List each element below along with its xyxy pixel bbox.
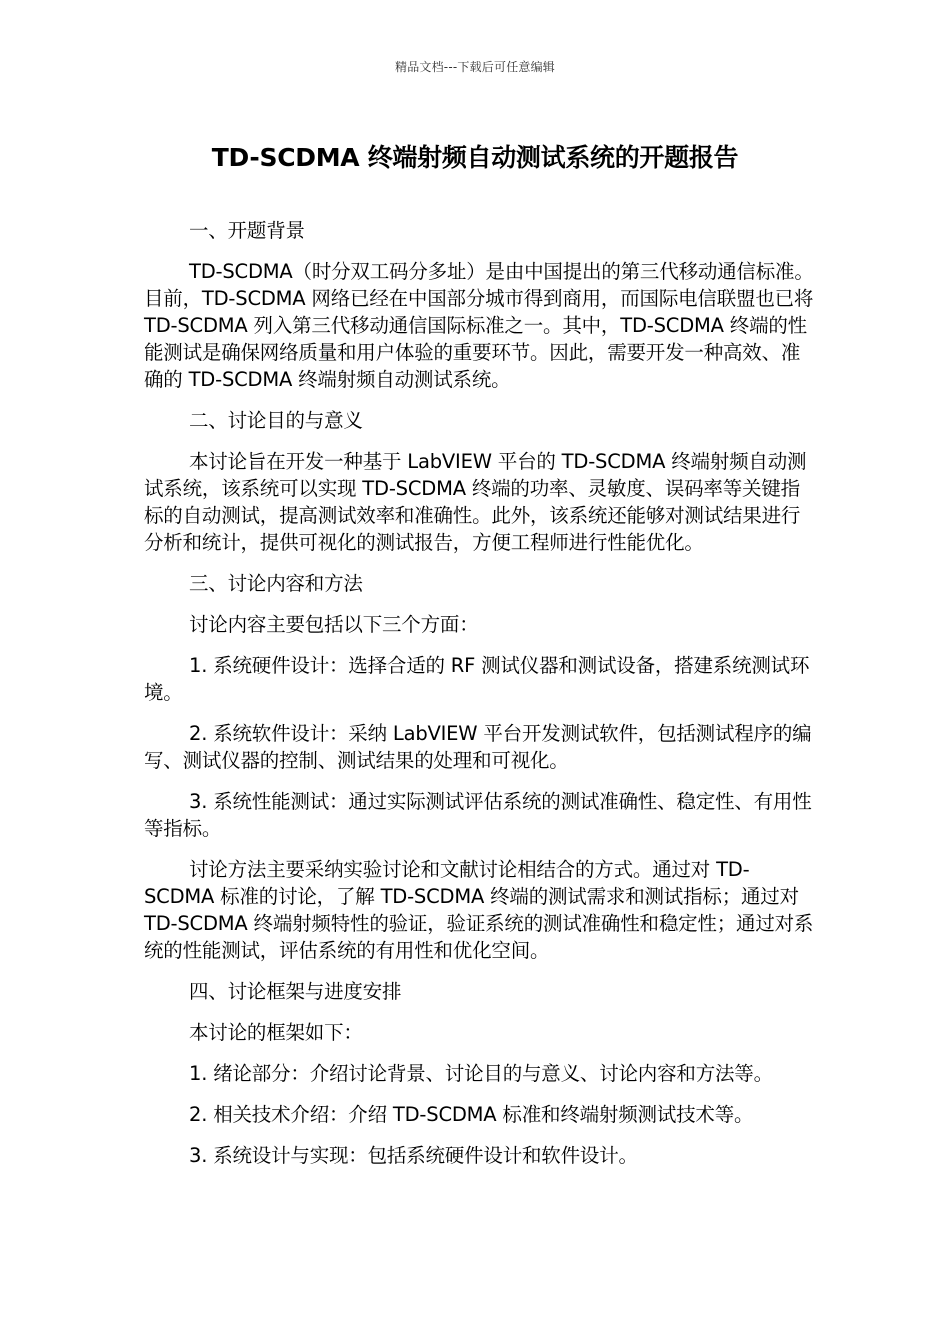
list-item-system-design: 3. 系统设计与实现：包括系统硬件设计和软件设计。 [189,1144,638,1167]
paragraph-background: TD-SCDMA（时分双工码分多址）是由中国提出的第三代移动通信标准。目前，TD-SCDMA 网络已经在中国部分城市得到商用，而国际电信联盟也已将 TD-SCDMA 列入第三代移动通信国际标准之一。其中，TD-SCDMA 终端的性能测试是确保网络质量和用户体验的重要环节。因此，需要开发一种高效、准确的 TD-SCDMA 终端射频自动测试系统。 [144,260,814,391]
section-heading-purpose: 二、讨论目的与意义 [189,409,363,432]
list-item-related-tech: 2. 相关技术介绍：介绍 TD-SCDMA 标准和终端射频测试技术等。 [189,1103,754,1126]
section-heading-framework: 四、讨论框架与进度安排 [189,980,402,1003]
list-item-introduction: 1. 绪论部分：介绍讨论背景、讨论目的与意义、讨论内容和方法等。 [189,1062,773,1085]
document-title: TD-SCDMA 终端射频自动测试系统的开题报告 [211,143,739,172]
header-note: 精品文档---下载后可任意编辑 [395,60,555,74]
document-body [144,217,816,1183]
paragraph-purpose: 本讨论旨在开发一种基于 LabVIEW 平台的 TD-SCDMA 终端射频自动测试系统，该系统可以实现 TD-SCDMA 终端的功率、灵敏度、误码率等关键指标的自动测试，提高测试效率和准确性。此外，该系统还能够对测试结果进行分析和统计，提供可视化的测试报告，方便工程师进行性能优化。 [144,450,807,554]
paragraph-framework-intro: 本讨论的框架如下： [189,1021,363,1044]
list-item-hardware: 1. 系统硬件设计：选择合适的 RF 测试仪器和测试设备，搭建系统测试环境。 [144,654,810,704]
list-item-software: 2. 系统软件设计：采纳 LabVIEW 平台开发测试软件，包括测试程序的编写、测试仪器的控制、测试结果的处理和可视化。 [144,722,812,772]
paragraph-content-intro: 讨论内容主要包括以下三个方面： [189,613,479,636]
section-heading-background: 一、开题背景 [189,219,305,242]
section-heading-content-method: 三、讨论内容和方法 [189,572,363,595]
list-item-performance: 3. 系统性能测试：通过实际测试评估系统的测试准确性、稳定性、有用性等指标。 [144,790,812,840]
paragraph-method: 讨论方法主要采纳实验讨论和文献讨论相结合的方式。通过对 TD-SCDMA 标准的讨论，了解 TD-SCDMA 终端的测试需求和测试指标；通过对 TD-SCDMA 终端射频特性的验证，验证系统的测试准确性和稳定性；通过对系统的性能测试，评估系统的有用性和优化空间。 [144,858,814,962]
